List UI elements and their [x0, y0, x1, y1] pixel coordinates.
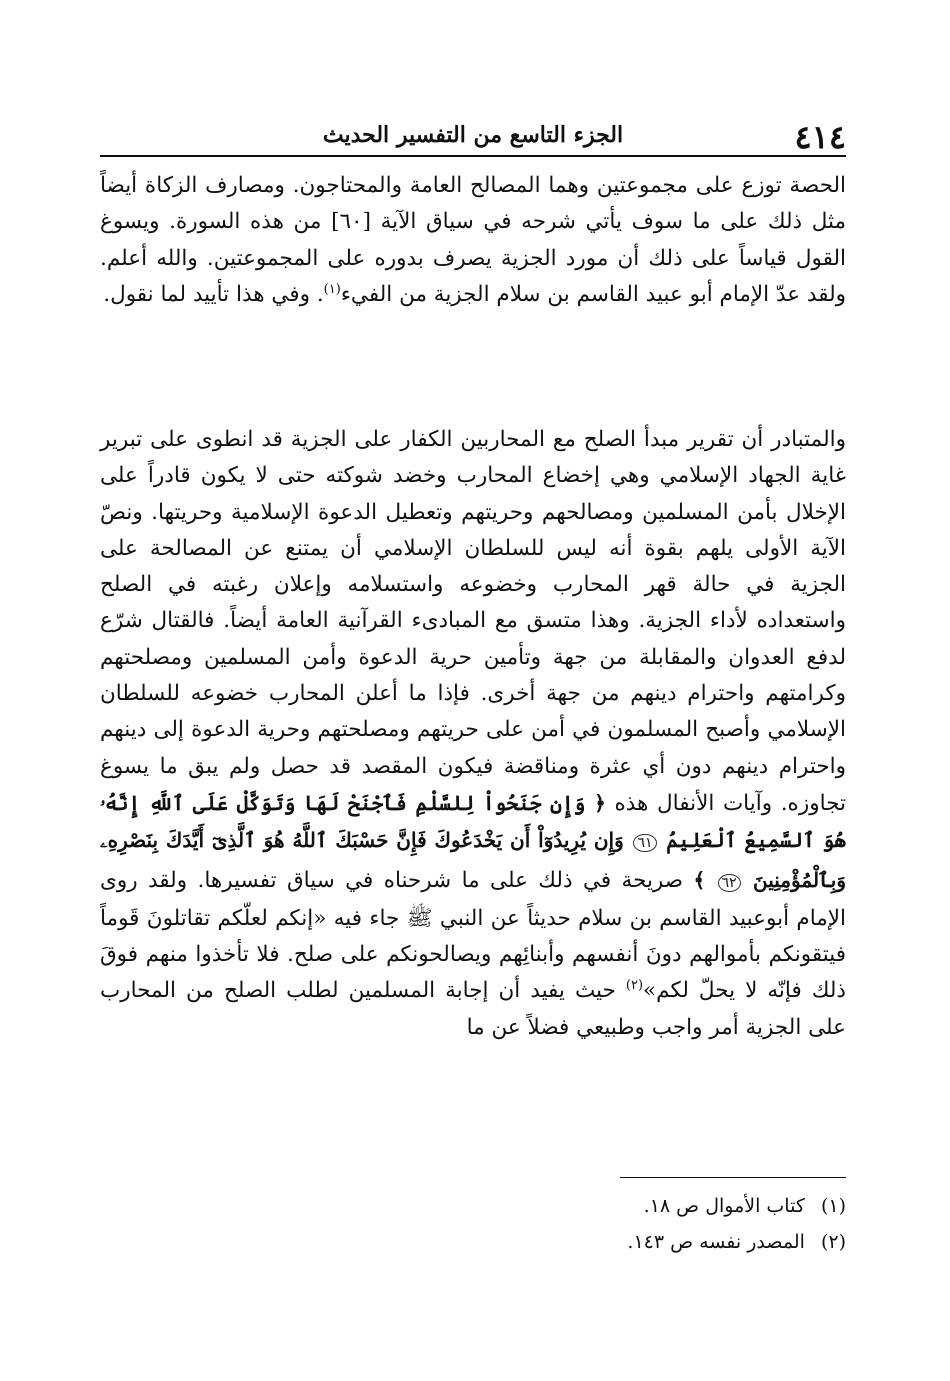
paragraph-2-text-b: صريحة في ذلك على ما شرحناه في سياق تفسيرها. ولقد روى الإمام أبوعبيد القاسم بن سلام حديثاً عن النبي ﷺ جاء فيه «إنكم لعلّكم تقاتلونَ قَوماً فيتقونكم بأموالهم دونَ أنفسهم وأبنائِهم ويصالحونكم على صلح. فلا تأخذوا منهم فوقَ ذلك فإنّه لا يحلّ لكم»: [100, 867, 846, 1004]
page-number: ٤١٤: [794, 118, 846, 156]
paragraph-2-text-a: والمتبادر أن تقرير مبدأ الصلح مع المحاربين الكفار على الجزية قد انطوى على تبرير غاية الجهاد الإسلامي وهي إخضاع المحارب وخضد شوكته حتى لا يكون قادراً على الإخلال بأمن المسلمين ومصالحهم وحريتهم وتعطيل الدعوة الإسلامية وحريتها. ونصّ الآية الأولى يلهم بقوة أنه ليس للسلطان الإسلامي أن يمتنع عن المصالحة على الجزية في حالة قهر المحارب وخضوعه واستسلامه وإعلان رغبته في الصلح واستعداده لأداء الجزية. وهذا متسق مع المبادىء القرآنية العامة أيضاً. فالقتال شرّع لدفع العدوان والمقابلة من جهة وتأمين حرية الدعوة وأمن المسلمين ومصلحتهم وكرامتهم واحترام دينهم من جهة أخرى. فإذا ما أعلن المحارب خضوعه للسلطان الإسلامي وأصبح المسلمون في أمن على حريتهم ومصلحتهم وحرية الدعوة إلى دينهم واحترام دينهم دون أي عثرة ومناقضة فيكون المقصد قد حصل ولم يبق ما يسوغ تجاوزه. وآيات الأنفال هذه: [100, 427, 846, 816]
header-divider: [100, 155, 846, 157]
footnote-ref-1[interactable]: (١): [323, 281, 341, 297]
paragraph-1: [100, 168, 846, 313]
footnote-1: [100, 1188, 846, 1224]
page-header: [100, 112, 846, 154]
quran-verse-62: وَإِن يُرِيدُوٓاْ أَن يَخْدَعُوكَ فَإِنَّ حَسْبَكَ ٱللَّهُ هُوَ ٱلَّذِىٓ أَيَّدَكَ بِنَصْرِهِۦ وَبِٱلْمُؤْمِنِينَ: [100, 828, 846, 892]
running-title: الجزء التاسع من التفسير الحديث: [322, 122, 624, 148]
ayah-number-62: ٦٢: [718, 874, 741, 892]
quran-verse-61-a: ﴿ وَإِن جَنَحُواْ لِلسَّلْمِ فَٱجْنَحْ لَهَا وَتَوَكَّلْ عَلَى ٱللَّهِ إِنَّهُۥ هُوَ ٱلسَّمِيعُ ٱلْعَلِيمُ: [100, 790, 846, 853]
paragraph-1-text-a: الحصة توزع على مجموعتين وهما المصالح العامة والمحتاجون. ومصارف الزكاة أيضاً مثل ذلك على ما سوف يأتي شرحه في سياق الآية [٦٠] من هذه السورة. ويسوغ القول قياساً على ذلك أن مورد الجزية يصرف بدوره على المجموعتين. والله أعلم. ولقد عدّ الإمام أبو عبيد القاسم بن سلام الجزية من الفيء: [100, 173, 846, 307]
quran-close-bracket: ﴾: [693, 867, 706, 892]
footnote-ref-2[interactable]: (٢): [625, 978, 644, 994]
footnotes: [100, 1188, 846, 1260]
footnote-2-number: (٢): [820, 1231, 846, 1253]
paragraph-2: [100, 422, 846, 1046]
ayah-number-61: ٦١: [633, 834, 656, 852]
footnote-2-text: المصدر نفسه ص ١٤٣.: [627, 1231, 805, 1253]
footnote-1-number: (١): [820, 1195, 846, 1217]
paragraph-2-text-c: حيث يفيد أن إجابة المسلمين لطلب الصلح من المحارب على الجزية أمر واجب وطبيعي فضلاً عن ما: [100, 978, 846, 1040]
paragraph-1-text-b: . وفي هذا تأييد لما نقول.: [103, 281, 324, 307]
footnote-1-text: كتاب الأموال ص ١٨.: [643, 1195, 805, 1217]
footnote-divider: [620, 1177, 846, 1178]
footnote-2: [100, 1224, 846, 1260]
